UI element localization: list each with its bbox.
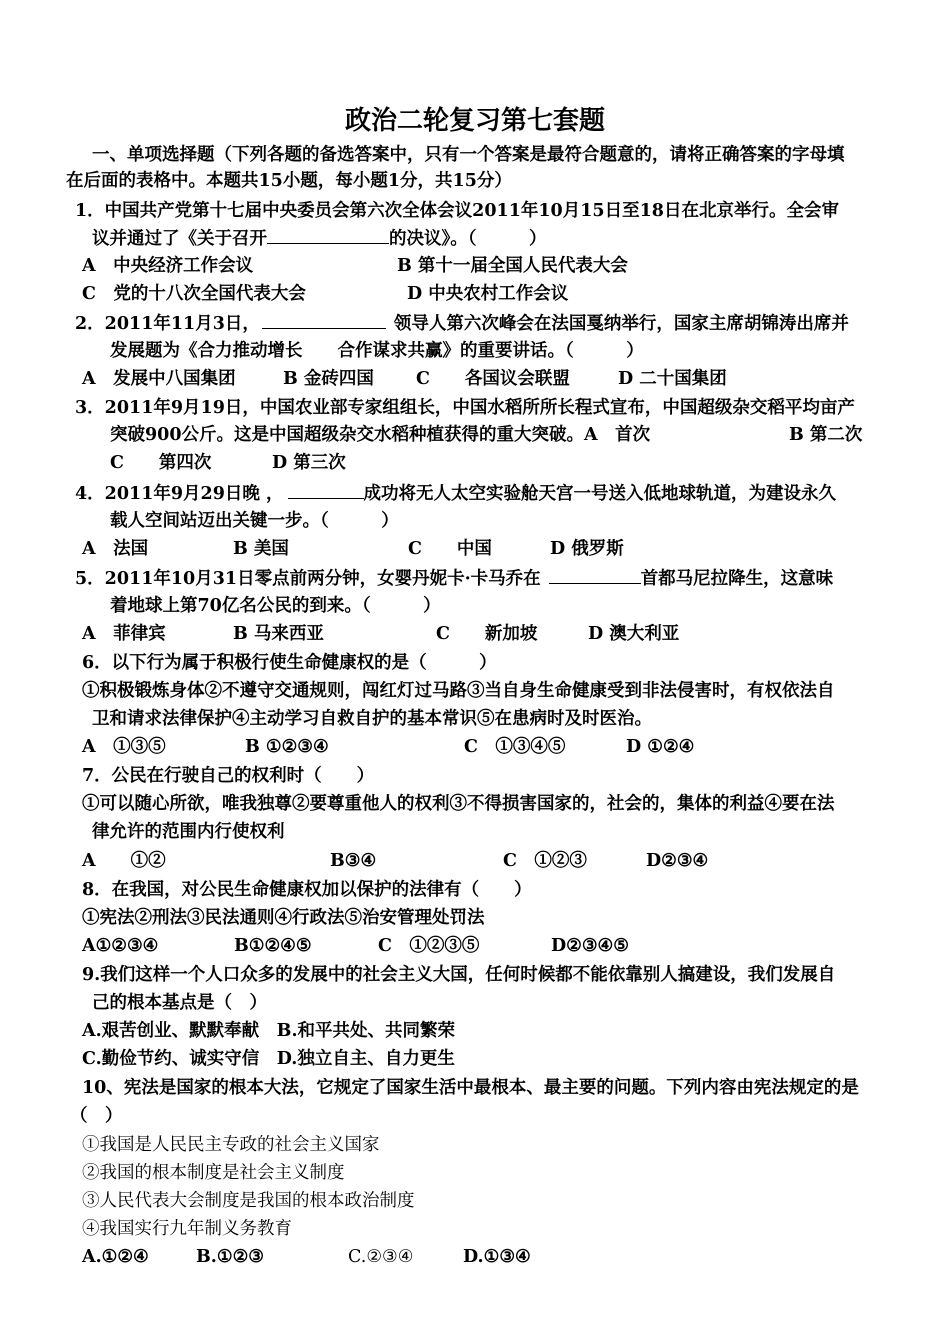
q6-option-b: B ①②③④ — [245, 737, 329, 757]
q5-stem-line1 — [75, 565, 833, 592]
q4-option-b: B 美国 — [233, 539, 289, 559]
q1-stem-part2: 的决议》。（ ） — [389, 229, 547, 249]
q2-option-a: A 发展中八国集团 — [82, 369, 236, 389]
q4-stem-part2: 成功将无人太空实验舱天宫一号送入低地球轨道，为建设永久 — [363, 484, 837, 504]
q7-statements-line1: ①可以随心所欲，唯我独尊②要尊重他人的权利③不得损害国家的，社会的，集体的利益④要在法 — [82, 794, 835, 814]
q2-stem-line2: 发展题为《合力推动增长 合作谋求共赢》的重要讲话。（ ） — [110, 341, 644, 361]
q5-stem-part1: 5．2011年10月31日零点前两分钟，女婴丹妮卡·卡马乔在 — [75, 569, 541, 589]
q8-option-b: B①②④⑤ — [234, 936, 312, 956]
q2-option-b: B 金砖四国 — [283, 369, 374, 389]
q10-option-d: D.①③④ — [463, 1247, 531, 1267]
q6-option-c: C ①③④⑤ — [464, 737, 566, 757]
q5-option-c: C 新加坡 — [436, 624, 538, 644]
page-title: 政治二轮复习第七套题 — [344, 106, 605, 136]
q9-options-ab: A.艰苦创业、默默奉献 B.和平共处、共同繁荣 — [82, 1021, 456, 1041]
q5-option-b: B 马来西亚 — [233, 624, 324, 644]
q4-stem-line2: 载人空间站迈出关键一步。（ ） — [110, 511, 399, 531]
q10-option-a: A.①②④ — [82, 1247, 149, 1267]
q4-answer-blank[interactable] — [288, 480, 364, 499]
q5-option-a: A 菲律宾 — [82, 624, 166, 644]
q2-option-d: D 二十国集团 — [618, 369, 727, 389]
q4-stem-line1 — [75, 480, 836, 507]
q8-stem: 8．在我国，对公民生命健康权加以保护的法律有（ ） — [82, 880, 532, 900]
q10-stem-line1: 10、宪法是国家的根本大法，它规定了国家生活中最根本、最主要的问题。下列内容由宪法规定的是 — [82, 1078, 859, 1098]
q1-option-a: A 中央经济工作会议 — [82, 256, 254, 276]
q7-option-c: C ①②③ — [503, 851, 587, 871]
q5-answer-blank[interactable] — [549, 565, 641, 584]
section-heading-line1: 一、单项选择题（下列各题的备选答案中，只有一个答案是最符合题意的，请将正确答案的字母填 — [92, 145, 845, 165]
q7-option-d: D②③④ — [646, 851, 709, 871]
q9-options-cd: C.勤俭节约、诚实守信 D.独立自主、自力更生 — [82, 1049, 455, 1069]
q1-stem-part1: 议并通过了《关于召开 — [92, 229, 267, 249]
q6-option-d: D ①②④ — [626, 737, 695, 757]
q5-option-d: D 澳大利亚 — [588, 624, 680, 644]
q8-option-d: D②③④⑤ — [551, 936, 629, 956]
q2-option-c: C 各国议会联盟 — [416, 369, 570, 389]
q4-option-d: D 俄罗斯 — [550, 539, 624, 559]
q4-option-a: A 法国 — [82, 539, 149, 559]
q1-option-d: D 中央农村工作会议 — [407, 284, 569, 304]
q9-stem-line1: 9.我们这样一个人口众多的发展中的社会主义大国，任何时候都不能依靠别人搞建设，我们发展自 — [82, 965, 836, 985]
q2-stem-part1: 2．2011年11月3日， — [75, 314, 260, 334]
q10-option-b: B.①②③ — [196, 1247, 264, 1267]
q2-stem-part2: 领导人第六次峰会在法国戛纳举行，国家主席胡锦涛出席并 — [393, 314, 849, 334]
q1-stem-line2 — [92, 225, 547, 252]
q10-option-c: C.②③④ — [348, 1247, 414, 1267]
q4-stem-part1: 4．2011年9月29日晚 ， — [75, 484, 284, 504]
q4-option-c: C 中国 — [408, 539, 492, 559]
q7-stem: 7．公民在行驶自己的权利时（ ） — [82, 766, 375, 786]
section-heading-line2: 在后面的表格中。本题共15小题，每小题1分，共15分） — [66, 171, 512, 191]
q8-option-c: C ①②③⑤ — [378, 936, 480, 956]
q6-statements-line1: ①积极锻炼身体②不遵守交通规则，闯红灯过马路③当自身生命健康受到非法侵害时，有权依法自 — [82, 681, 835, 701]
q5-stem-part2: 首都马尼拉降生，这意味 — [640, 569, 834, 589]
q9-stem-line2: 己的根本基点是（ ） — [92, 993, 267, 1013]
q8-option-a: A①②③④ — [82, 936, 159, 956]
q10-statement-1: ①我国是人民民主专政的社会主义国家 — [82, 1135, 380, 1155]
q2-answer-blank[interactable] — [262, 310, 386, 329]
q7-option-a: A ①② — [82, 851, 166, 871]
q3-option-b: B 第二次 — [789, 425, 863, 445]
q1-stem-line1: 1．中国共产党第十七届中央委员会第六次全体会议2011年10月15日至18日在北京举行。全会审 — [75, 201, 839, 221]
q6-statements-line2: 卫和请求法律保护④主动学习自救自护的基本常识⑤在患病时及时医治。 — [92, 709, 652, 729]
q10-statement-2: ②我国的根本制度是社会主义制度 — [82, 1163, 345, 1183]
q6-option-a: A ①③⑤ — [82, 737, 166, 757]
q6-stem: 6．以下行为属于积极行使生命健康权的是（ ） — [82, 653, 497, 673]
q1-option-b: B 第十一届全国人民代表大会 — [397, 256, 628, 276]
q8-statements: ①宪法②刑法③民法通则④行政法⑤治安管理处罚法 — [82, 908, 485, 928]
q5-stem-line2: 着地球上第70亿名公民的到来。（ ） — [110, 596, 441, 616]
q7-statements-line2: 律允许的范围内行使权利 — [92, 822, 285, 842]
q3-stem-line2: 突破900公斤。这是中国超级杂交水稻种植获得的重大突破。A 首次 — [110, 425, 651, 445]
q2-stem-line1 — [75, 310, 849, 337]
q10-stem-line2: （ ） — [70, 1106, 123, 1126]
q3-option-d: D 第三次 — [272, 453, 346, 473]
q1-answer-blank[interactable] — [267, 225, 389, 244]
q10-statement-4: ④我国实行九年制义务教育 — [82, 1219, 292, 1239]
q1-option-c: C 党的十八次全国代表大会 — [82, 284, 306, 304]
q7-option-b: B③④ — [330, 851, 377, 871]
q3-stem-line1: 3．2011年9月19日，中国农业部专家组组长，中国水稻所所长程式宣布，中国超级杂交稻平均亩产 — [75, 398, 855, 418]
q3-option-c: C 第四次 — [110, 453, 212, 473]
q10-statement-3: ③人民代表大会制度是我国的根本政治制度 — [82, 1191, 415, 1211]
